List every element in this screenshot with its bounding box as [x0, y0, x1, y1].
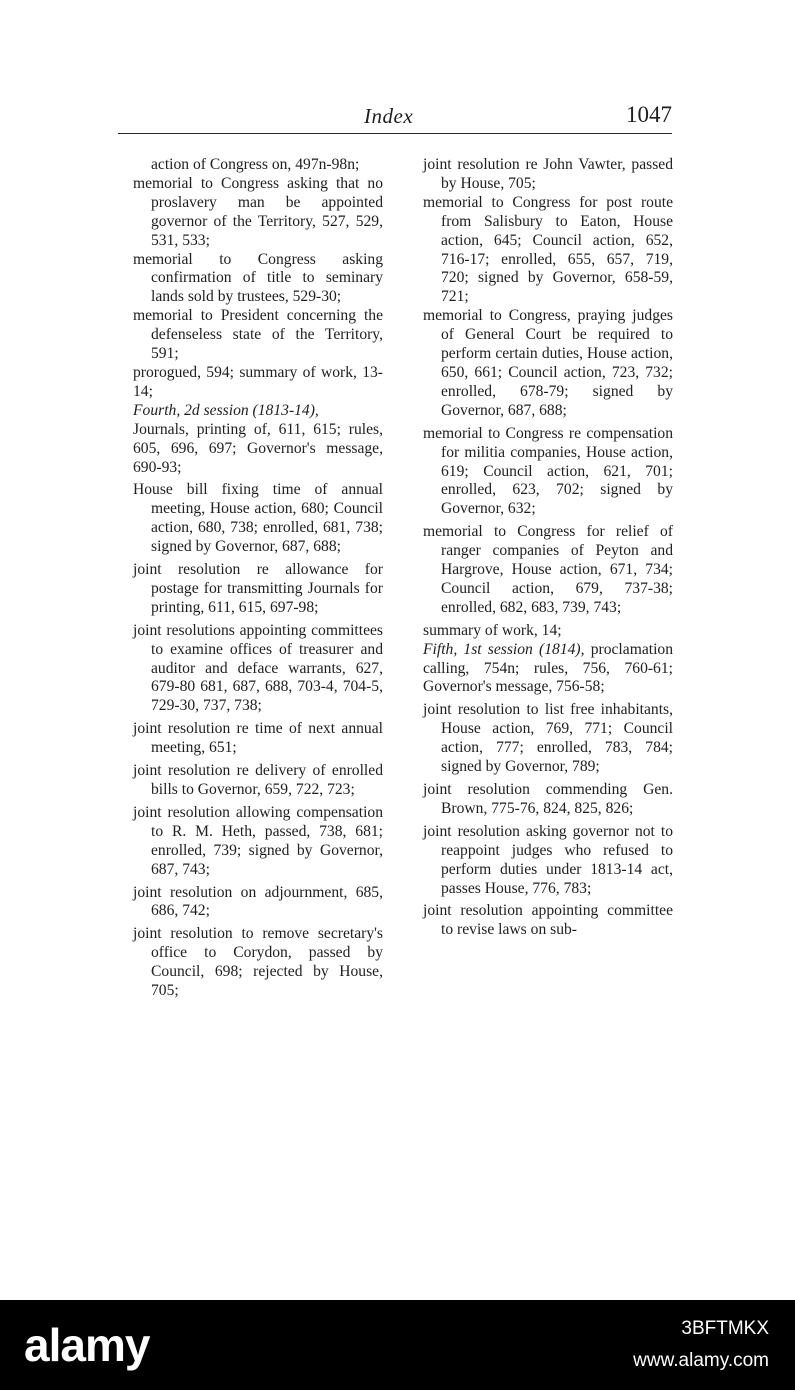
index-entry: memorial to Congress asking that no proslavery man be appointed governor of the Territory, 527, 529, 531, 533;: [133, 174, 383, 249]
site-url: www.alamy.com: [633, 1350, 769, 1371]
index-entry: memorial to Congress asking confirmation of title to seminary lands sold by trustees, 529-30;: [133, 250, 383, 306]
index-entry: memorial to Congress for relief of ranger companies of Peyton and Hargrove, House action, 671, 734; Council action, 679, 737-38; enrolled, 682, 683, 739, 743;: [423, 523, 673, 616]
index-entry: action of Congress on, 497n-98n;: [151, 156, 360, 173]
index-entry: memorial to Congress re compensation for militia companies, House action, 619; Council action, 621, 701; enrolled, 623, 702; signed by Governor, 632;: [423, 424, 673, 518]
running-title: Index: [364, 104, 414, 128]
session-heading: Fourth, 2d session (1813-14),: [133, 401, 319, 419]
session-entry: [423, 641, 673, 698]
page-number: 1047: [626, 102, 672, 127]
index-entry: joint resolution commending Gen. Brown, 775-76, 824, 825, 826;: [423, 781, 673, 817]
index-entry: joint resolutions appointing committees to examine offices of treasurer and auditor and deface warrants, 627, 679-80 681, 687, 688, 703-4, 704-5, 729-30, 737, 738;: [133, 621, 383, 715]
left-column: [133, 156, 383, 1001]
index-entry: memorial to President concerning the defenseless state of the Territory, 591;: [133, 307, 383, 363]
index-entry: joint resolution to list free inhabitants, House action, 769, 771; Council action, 777; enrolled, 783, 784; signed by Governor, 789;: [423, 701, 673, 776]
session-heading: Fifth, 1st session (1814),: [423, 640, 585, 658]
index-entry: Journals, printing of, 611, 615; rules, 605, 696, 697; Governor's message, 690-93;: [133, 420, 383, 476]
index-entry: joint resolution re John Vawter, passed by House, 705;: [423, 156, 673, 192]
index-entry: summary of work, 14;: [423, 621, 562, 639]
index-entry: joint resolution appointing committee to revise laws on sub-: [423, 902, 673, 939]
index-entry: joint resolution allowing compensation to R. M. Heth, passed, 738, 681; enrolled, 739; signed by Governor, 687, 743;: [133, 803, 383, 878]
index-entry: memorial to Congress for post route from Salisbury to Eaton, House action, 645; Council action, 652, 716-17; enrolled, 655, 657, 719, 720; signed by Governor, 658-59, 721;: [423, 193, 673, 306]
index-entry: joint resolution re delivery of enrolled bills to Governor, 659, 722, 723;: [133, 762, 383, 798]
page-header: [118, 102, 672, 134]
image-id: 3BFTMKX: [681, 1318, 769, 1339]
index-entry: joint resolution to remove secretary's office to Corydon, passed by Council, 698; rejected by House, 705;: [133, 925, 383, 1000]
index-entry: joint resolution on adjournment, 685, 686, 742;: [133, 883, 383, 920]
index-entry: prorogued, 594; summary of work, 13-14;: [133, 363, 383, 400]
header-rule: [118, 133, 672, 134]
alamy-logo: alamy: [24, 1319, 150, 1371]
right-column: [423, 156, 673, 940]
session-text: proclamation calling, 754n; rules, 756, 760-61; Governor's message, 756-58;: [423, 640, 673, 696]
index-entry: joint resolution re time of next annual meeting, 651;: [133, 720, 383, 757]
index-entry: joint resolution re allowance for postage for transmitting Journals for printing, 611, 615, 697-98;: [133, 561, 383, 616]
index-entry: memorial to Congress, praying judges of General Court be required to perform certain duties, House action, 650, 661; Council action, 723, 732; enrolled, 678-79; signed by Governor, 687, 688;: [423, 307, 673, 419]
index-entry: joint resolution asking governor not to reappoint judges who refused to perform duties under 1813-14 act, passes House, 776, 783;: [423, 822, 673, 897]
watermark-band: [0, 1300, 795, 1390]
index-entry: House bill fixing time of annual meeting, House action, 680; Council action, 680, 738; enrolled, 681, 738; signed by Governor, 687, 688;: [133, 481, 383, 556]
